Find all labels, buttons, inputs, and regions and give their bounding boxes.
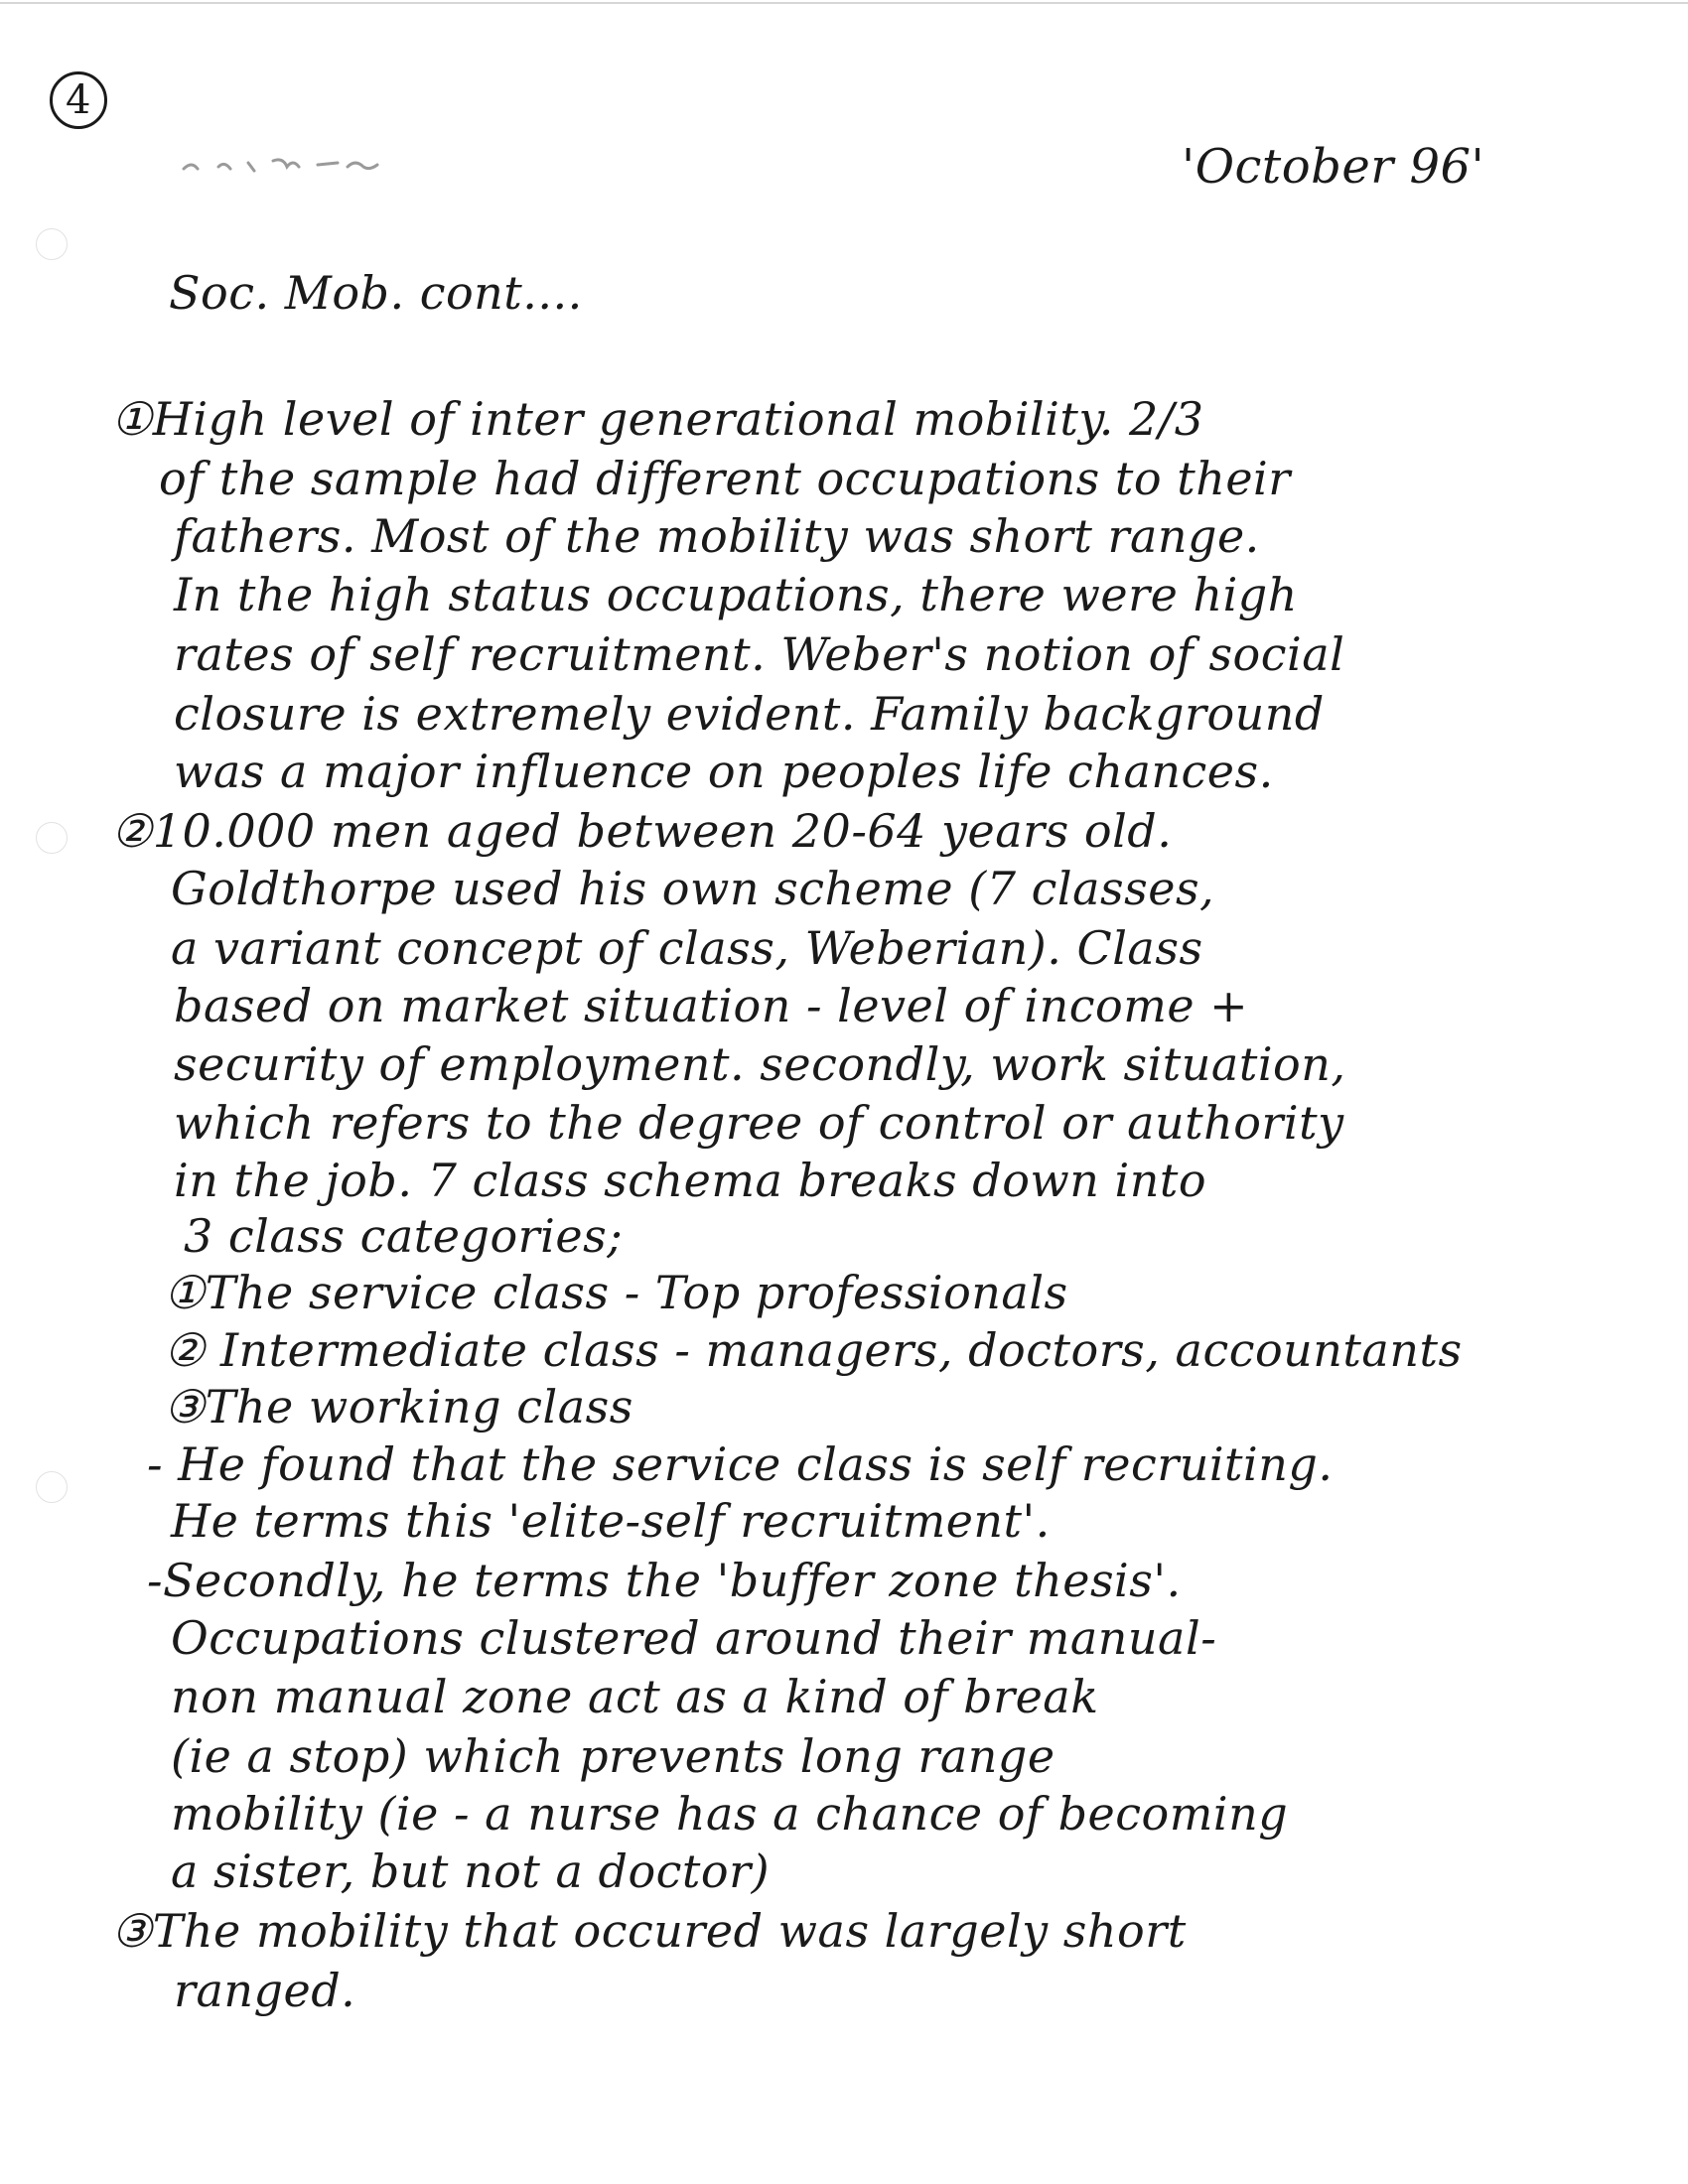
note-line: ② Intermediate class - managers, doctors, accountants [164,1323,1463,1377]
note-line: of the sample had different occupations to their [159,452,1291,505]
note-line: fathers. Most of the mobility was short range. [174,509,1260,563]
note-line: was a major influence on peoples life chances. [174,745,1274,798]
punch-hole-mark [36,228,68,260]
note-line: Occupations clustered around their manual- [171,1611,1217,1665]
note-line: - He found that the service class is self recruiting. [147,1437,1334,1491]
note-line: a variant concept of class, Weberian). Class [171,921,1203,975]
note-line: Goldthorpe used his own scheme (7 classes, [171,862,1215,915]
punch-hole-mark [36,1471,68,1503]
note-line: based on market situation - level of income + [174,979,1249,1032]
page-number-mark: 4 [50,71,107,129]
page-top-edge [0,2,1688,4]
note-line: rates of self recruitment. Weber's notion of social [174,627,1345,681]
note-line: ②10.000 men aged between 20-64 years old. [111,804,1173,858]
note-line: ①The service class - Top professionals [164,1266,1068,1319]
note-date: 'October 96' [1182,139,1485,195]
redacted-name-scribble [179,149,477,179]
note-line: ranged. [174,1964,356,2017]
note-line: mobility (ie - a nurse has a chance of becoming [171,1787,1289,1841]
punch-hole-mark [36,822,68,854]
note-line: He terms this 'elite-self recruitment'. [171,1494,1051,1548]
note-heading: Soc. Mob. cont.... [169,266,583,320]
note-line: which refers to the degree of control or authority [174,1096,1344,1150]
note-line: closure is extremely evident. Family background [174,687,1325,741]
note-line: in the job. 7 class schema breaks down into [174,1154,1207,1207]
note-line: ③The mobility that occured was largely short [111,1904,1187,1958]
note-line: security of employment. secondly, work situation, [174,1037,1346,1091]
note-line: 3 class categories; [184,1209,624,1263]
note-line: ①High level of inter generational mobility. 2/3 [111,392,1204,446]
note-line: -Secondly, he terms the 'buffer zone thesis'. [147,1554,1182,1607]
note-line: a sister, but not a doctor) [171,1844,771,1898]
note-line: ③The working class [164,1380,633,1433]
note-line: non manual zone act as a kind of break [171,1670,1099,1723]
note-line: In the high status occupations, there were high [174,568,1298,621]
note-line: (ie a stop) which prevents long range [171,1729,1055,1783]
